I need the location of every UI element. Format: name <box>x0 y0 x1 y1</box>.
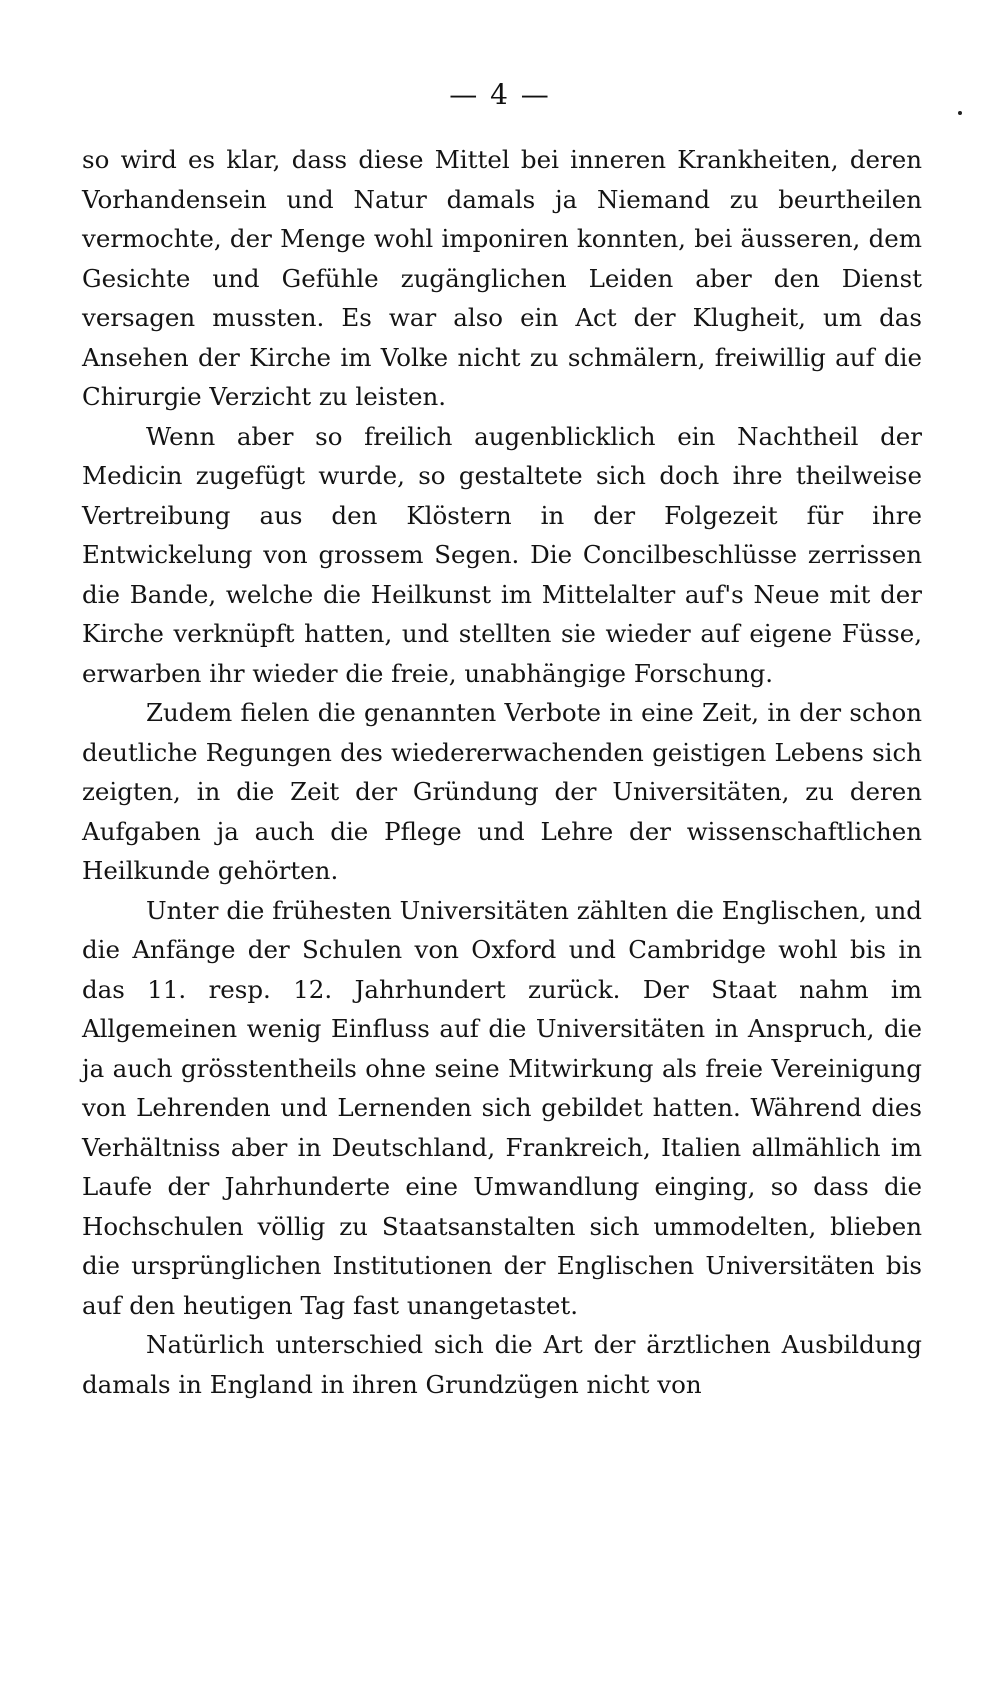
paragraph-3: Zudem fielen die genannten Verbote in eine Zeit, in der schon deutliche Regungen des wiedererwachenden geistigen Lebens sich zeigten, in die Zeit der Gründung der Universitäten, zu deren Aufgaben ja auch die Pflege und Lehre der wissenschaftlichen Heilkunde gehörten. <box>82 698 922 885</box>
print-speck <box>958 111 962 115</box>
paragraph-5: Natürlich unterschied sich die Art der ärztlichen Ausbildung damals in England in ihren Grundzügen nicht von <box>82 1330 922 1399</box>
page-number: — 4 — <box>449 78 551 111</box>
paragraph-2: Wenn aber so freilich augenblicklich ein Nachtheil der Medicin zugefügt wurde, so gestaltete sich doch ihre theilweise Vertreibung aus den Klöstern in der Folgezeit für ihre Entwickelung von grossem Segen. Die Concilbeschlüsse zerrissen die Bande, welche die Heilkunst im Mittelalter auf's Neue mit der Kirche verknüpft hatten, und stellten sie wieder auf eigene Füsse, erwarben ihr wieder die freie, unabhängige Forschung. <box>82 421 922 688</box>
paragraph-1: so wird es klar, dass diese Mittel bei inneren Krankheiten, deren Vorhandensein und Natur damals ja Niemand zu beurtheilen vermochte, der Menge wohl imponiren konnten, bei äusseren, dem Gesichte und Gefühle zugänglichen Leiden aber den Dienst versagen mussten. Es war also ein Act der Klugheit, um das Ansehen der Kirche im Volke nicht zu schmälern, freiwillig auf die Chirurgie Verzicht zu leisten. <box>82 145 922 411</box>
paragraph-4: Unter die frühesten Universitäten zählten die Englischen, und die Anfänge der Schulen von Oxford und Cambridge wohl bis in das 11. resp. 12. Jahrhundert zurück. Der Staat nahm im Allgemeinen wenig Einfluss auf die Universitäten in Anspruch, die ja auch grösstentheils ohne seine Mitwirkung als freie Vereinigung von Lehrenden und Lernenden sich gebildet hatten. Während dies Verhältniss aber in Deutschland, Frankreich, Italien allmählich im Laufe der Jahrhunderte eine Umwandlung einging, so dass die Hochschulen völlig zu Staatsanstalten sich ummodelten, blieben die ursprünglichen Institutionen der Englischen Universitäten bis auf den heutigen Tag fast unangetastet. <box>82 895 922 1320</box>
page-body <box>82 140 922 1404</box>
